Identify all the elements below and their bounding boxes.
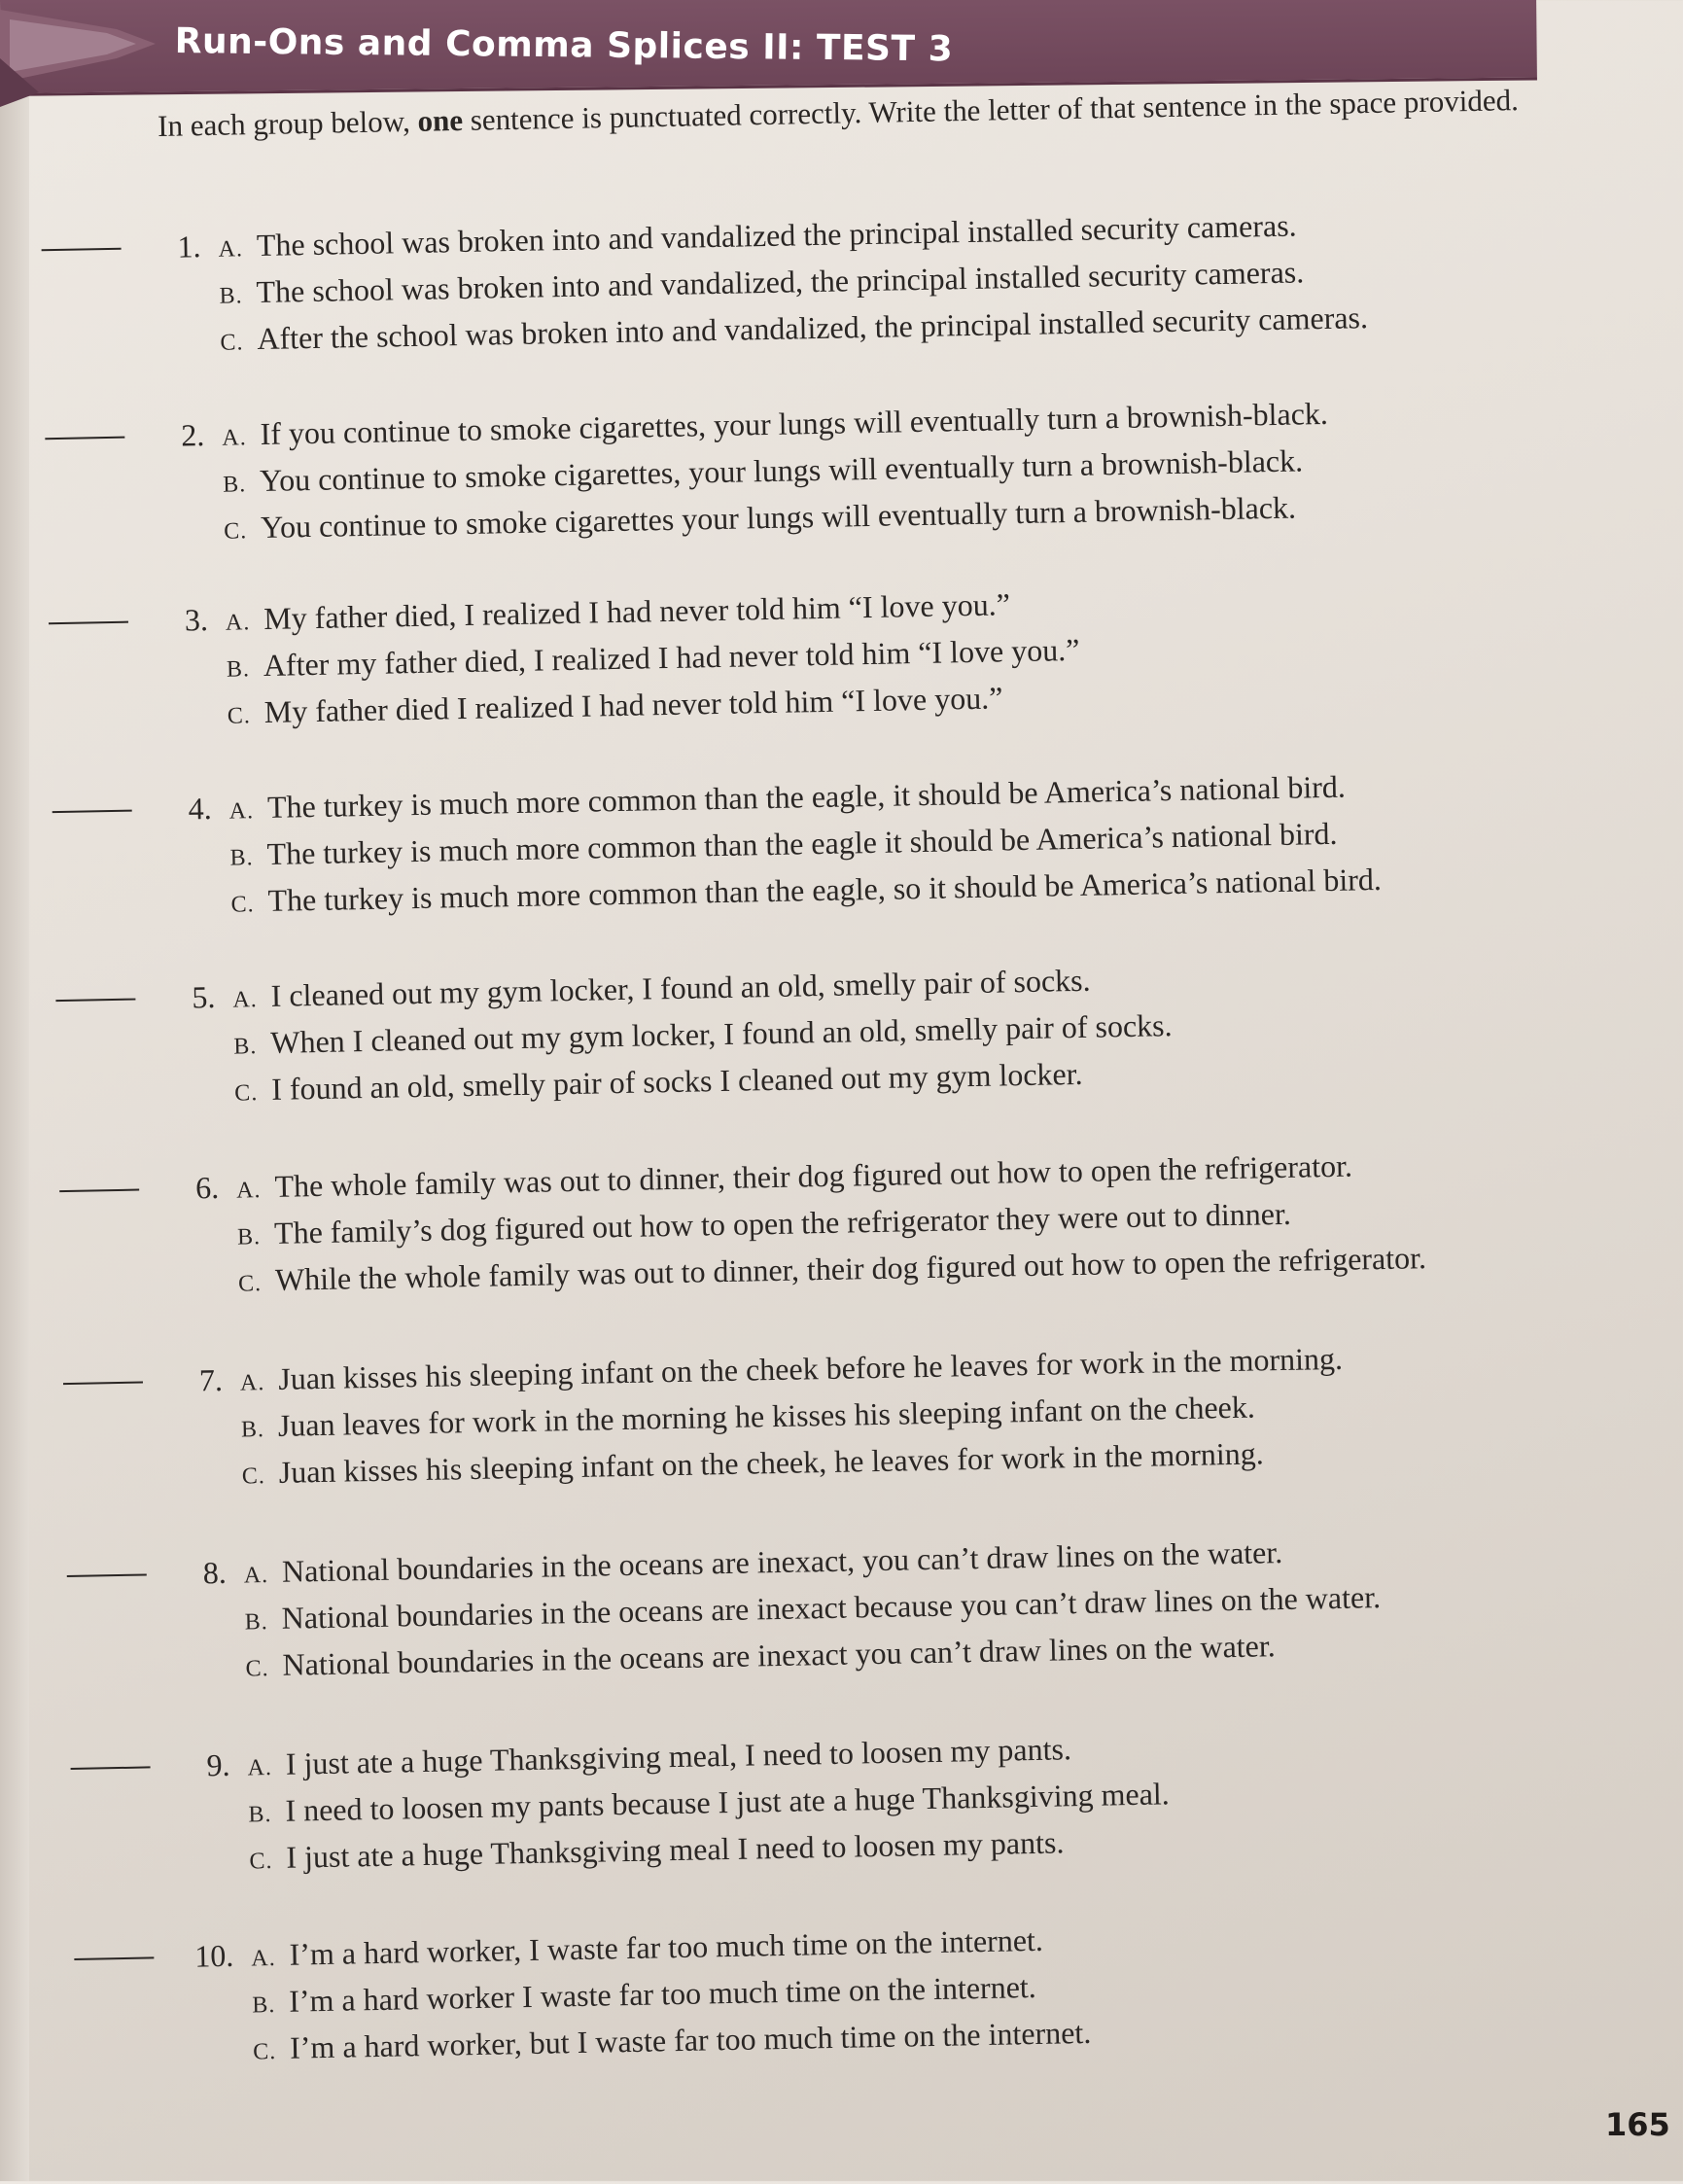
instructions [158, 79, 1520, 148]
option-letter: A. [218, 236, 244, 263]
option-letter: A. [247, 1755, 273, 1781]
answer-blank[interactable] [74, 1956, 154, 1960]
question-10 [34, 1883, 1681, 2065]
option-a [232, 963, 1091, 1015]
question-number: 7. [198, 1361, 224, 1398]
option-a [243, 1534, 1282, 1591]
option-letter: C. [241, 1463, 266, 1490]
question-5 [17, 924, 1664, 1107]
option-b [237, 1196, 1291, 1252]
option-letter: A. [251, 1945, 276, 1972]
question-7 [23, 1307, 1670, 1490]
question-number: 4. [188, 791, 213, 827]
answer-blank[interactable] [71, 1766, 151, 1770]
option-text: The family’s dog figured out how to open the refrigerator they were out to dinner. [273, 1195, 1292, 1251]
option-letter: A. [228, 798, 255, 825]
option-c [238, 1240, 1427, 1298]
option-text: You continue to smoke cigarettes, your lungs will eventually turn a brownish-black. [259, 442, 1304, 499]
option-b [233, 1007, 1173, 1062]
option-letter: C. [252, 2038, 277, 2065]
option-letter: C. [249, 1849, 273, 1875]
option-letter: C. [245, 1656, 269, 1682]
option-c [241, 1435, 1264, 1491]
option-letter: A. [239, 1370, 265, 1396]
option-text: I just ate a huge Thanksgiving meal I need to loosen my pants. [286, 1824, 1065, 1875]
option-text: My father died I realized I had never told him “I love you.” [263, 680, 1003, 729]
question-number: 6. [194, 1169, 220, 1206]
instructions-before: In each group below, [157, 103, 418, 143]
option-a [218, 207, 1297, 264]
option-text: I found an old, smelly pair of socks I cleaned out my gym locker. [270, 1055, 1083, 1107]
question-8 [27, 1499, 1674, 1682]
option-letter: C. [237, 1271, 263, 1297]
instructions-emphasis: one [417, 102, 464, 138]
option-letter: A. [222, 425, 247, 451]
page-title: Run-Ons and Comma Splices II: TEST 3 [174, 21, 954, 70]
answer-blank[interactable] [53, 810, 132, 814]
option-b [223, 442, 1304, 499]
question-2 [5, 363, 1652, 545]
option-text: Juan kisses his sleeping infant on the cheek before he leaves for work in the morning. [277, 1340, 1344, 1396]
answer-blank[interactable] [67, 1573, 147, 1577]
instructions-after: sentence is punctuated correctly. Write the letter of that sentence in the space provided. [462, 83, 1520, 137]
question-number: 10. [193, 1937, 234, 1974]
option-c [230, 862, 1382, 920]
question-9 [31, 1692, 1678, 1875]
question-number: 3. [184, 602, 209, 638]
question-number: 1. [177, 229, 201, 264]
option-text: National boundaries in the oceans are inexact because you can’t draw lines on the water. [281, 1579, 1382, 1636]
option-text: I’m a hard worker, I waste far too much time on the internet. [289, 1921, 1044, 1972]
option-text: The whole family was out to dinner, their dog figured out how to open the refrigerator. [274, 1147, 1353, 1204]
option-letter: B. [233, 1034, 258, 1060]
option-b [248, 1776, 1170, 1829]
option-letter: C. [234, 1080, 259, 1107]
answer-blank[interactable] [59, 1189, 139, 1193]
answer-blank[interactable] [42, 248, 122, 252]
option-text: You continue to smoke cigarettes your lungs will eventually turn a brownish-black. [260, 489, 1297, 545]
option-letter: A. [225, 610, 251, 636]
option-letter: B. [226, 656, 251, 683]
option-letter: C. [230, 892, 255, 918]
question-number: 2. [180, 417, 205, 453]
option-text: My father died, I realized I had never told him “I love you.” [263, 586, 1011, 636]
option-a [222, 396, 1328, 453]
option-letter: C. [227, 703, 252, 729]
option-c [220, 299, 1368, 358]
option-text: I’m a hard worker I waste far too much time on the internet. [288, 1968, 1037, 2019]
option-text: I’m a hard worker, but I waste far too much time on the internet. [289, 2014, 1092, 2065]
option-letter: C. [223, 518, 248, 545]
option-c [249, 1824, 1065, 1876]
option-letter: A. [235, 1178, 262, 1204]
option-text: After the school was broken into and vandalized, the principal installed security cameras. [257, 299, 1369, 357]
option-c [234, 1056, 1083, 1109]
option-c [224, 490, 1297, 546]
option-text: The turkey is much more common than the eagle, so it should be America’s national bird. [267, 861, 1383, 918]
option-text: The turkey is much more common than the eagle it should be America’s national bird. [266, 815, 1338, 871]
option-c [245, 1628, 1276, 1683]
answer-blank[interactable] [45, 437, 124, 440]
option-text: I need to loosen my pants because I just ate a huge Thanksgiving meal. [285, 1776, 1171, 1828]
answer-blank[interactable] [63, 1381, 143, 1385]
option-letter: B. [248, 1802, 272, 1828]
option-text: I just ate a huge Thanksgiving meal, I need to loosen my pants. [285, 1731, 1072, 1781]
option-a [226, 586, 1011, 637]
option-b [219, 254, 1304, 310]
option-text: I cleaned out my gym locker, I found an old, smelly pair of socks. [270, 962, 1091, 1013]
option-b [229, 816, 1338, 873]
question-4 [13, 735, 1660, 918]
option-letter: B. [240, 1417, 265, 1443]
option-text: The turkey is much more common than the eagle, it should be America’s national bird. [266, 768, 1347, 825]
option-text: National boundaries in the oceans are inexact, you can’t draw lines on the water. [281, 1534, 1283, 1589]
question-number: 9. [206, 1746, 230, 1783]
question-3 [9, 547, 1656, 729]
option-c [253, 2015, 1092, 2067]
option-b [241, 1390, 1256, 1445]
option-a [228, 769, 1346, 827]
option-letter: C. [220, 330, 244, 356]
answer-blank[interactable] [55, 999, 135, 1003]
option-a [240, 1341, 1344, 1398]
option-b [252, 1969, 1036, 2020]
option-text: When I cleaned out my gym locker, I found an old, smelly pair of socks. [269, 1007, 1173, 1060]
question-1 [2, 174, 1649, 357]
option-letter: A. [243, 1563, 269, 1589]
option-text: Juan leaves for work in the morning he kisses his sleeping infant on the cheek. [277, 1389, 1256, 1443]
option-text: National boundaries in the oceans are inexact you can’t draw lines on the water. [282, 1628, 1277, 1682]
option-a [236, 1148, 1352, 1206]
option-text: While the whole family was out to dinner, their dog figured out how to open the refrigerator. [274, 1240, 1427, 1297]
option-text: The school was broken into and vandalized the principal installed security cameras. [256, 207, 1297, 264]
answer-blank[interactable] [49, 621, 128, 625]
option-letter: B. [252, 1991, 276, 2019]
option-letter: B. [236, 1224, 262, 1251]
option-a [251, 1922, 1043, 1974]
question-6 [19, 1114, 1666, 1297]
question-number: 5. [192, 978, 216, 1015]
option-c [227, 680, 1002, 730]
option-letter: A. [232, 987, 259, 1013]
option-b [227, 632, 1080, 685]
option-letter: B. [223, 472, 247, 498]
option-text: After my father died, I realized I had never told him “I love you.” [263, 631, 1080, 683]
page-number: 165 [1605, 2106, 1670, 2143]
option-text: The school was broken into and vandalized, the principal installed security cameras. [256, 254, 1305, 310]
option-a [247, 1731, 1071, 1782]
option-letter: B. [229, 845, 254, 871]
option-letter: B. [244, 1609, 269, 1636]
question-number: 8. [202, 1554, 228, 1591]
option-text: Juan kisses his sleeping infant on the cheek, he leaves for work in the morning. [278, 1435, 1265, 1490]
option-letter: B. [219, 283, 243, 309]
option-text: If you continue to smoke cigarettes, your lungs will eventually turn a brownish-black. [260, 395, 1329, 451]
